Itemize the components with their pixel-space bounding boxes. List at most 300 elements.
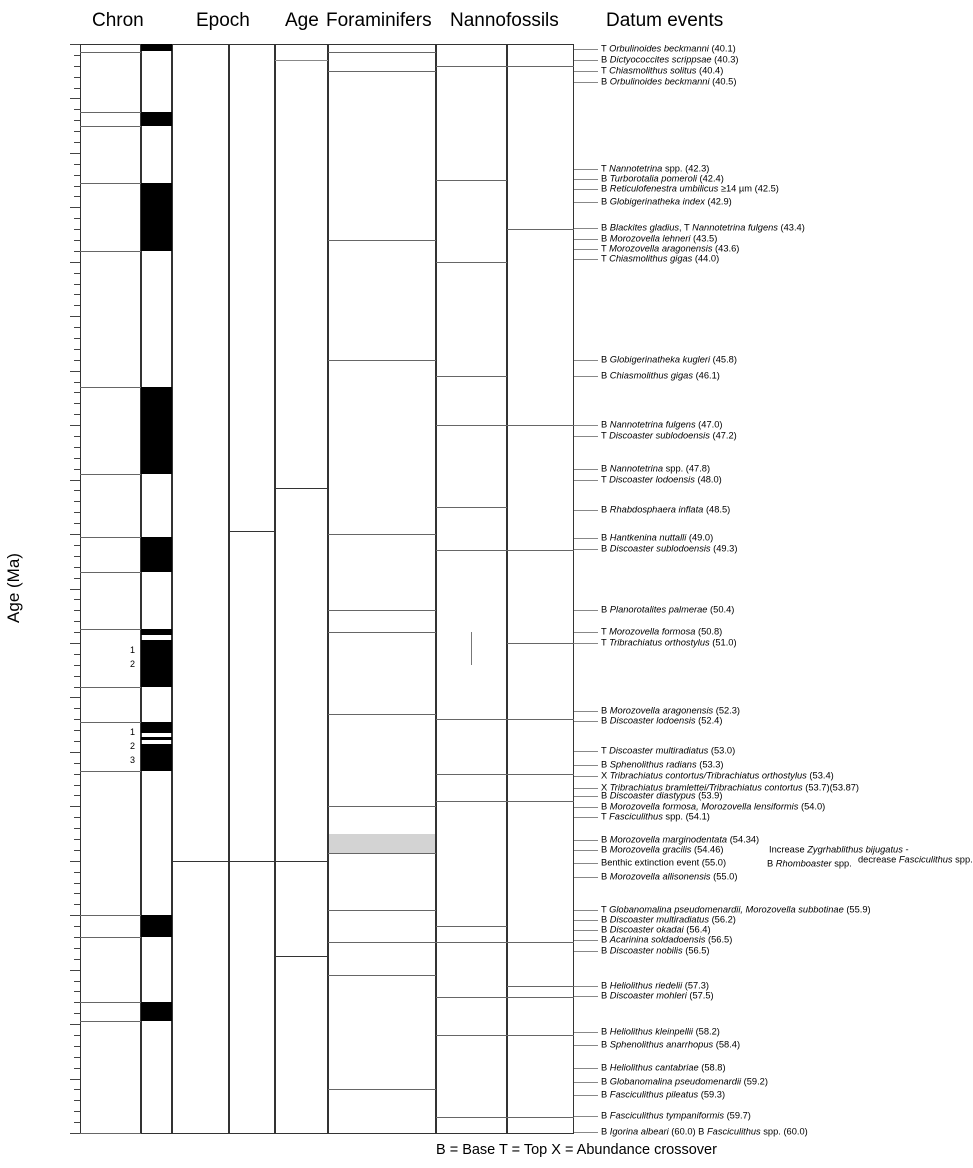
event-tick <box>574 796 598 797</box>
datum-event: B Heliolithus cantabriae (58.8) <box>601 1062 726 1073</box>
chron-subdivision-number: 2 <box>130 658 136 669</box>
major-tick <box>70 861 80 862</box>
cp-zone-boundary <box>436 66 507 67</box>
foram-boundary <box>328 610 436 611</box>
event-tick <box>574 538 598 539</box>
legend: B = Base T = Top X = Abundance crossover <box>436 1142 717 1158</box>
minor-tick <box>74 578 80 579</box>
minor-tick <box>74 229 80 230</box>
major-tick <box>70 98 80 99</box>
cp-zone-boundary <box>436 801 507 802</box>
minor-tick <box>74 1089 80 1090</box>
datum-event: T Discoaster multiradiatus (53.0) <box>601 745 736 756</box>
chron-header: Chron <box>92 10 144 31</box>
minor-tick <box>74 1035 80 1036</box>
y-axis-label: Age (Ma) <box>4 553 23 623</box>
chron-subdivision-number: 1 <box>130 727 136 738</box>
minor-tick <box>74 186 80 187</box>
minor-tick <box>74 196 80 197</box>
event-tick <box>574 71 598 72</box>
cp-zone-boundary <box>436 180 507 181</box>
datum-event: B Planorotalites palmerae (50.4) <box>601 604 735 615</box>
chron-boundary <box>80 572 141 573</box>
datum-event: B Igorina albeari (60.0) B Fasciculithus spp. (60.0) <box>601 1126 808 1137</box>
epoch-column <box>172 44 229 1134</box>
cp-column <box>436 44 507 1134</box>
cp-zone-boundary <box>436 719 507 720</box>
np-zone-boundary <box>507 997 574 998</box>
cp-zone-boundary <box>436 262 507 263</box>
datum-event: B Globanomalina pseudomenardii (59.2) <box>601 1076 768 1087</box>
major-tick <box>70 697 80 698</box>
np-zone-boundary <box>507 719 574 720</box>
foram-boundary <box>328 806 436 807</box>
datum-events-header: Datum events <box>606 10 724 31</box>
np-zone-boundary <box>507 425 574 426</box>
event-tick <box>574 1032 598 1033</box>
epoch-header: Epoch <box>196 10 250 31</box>
normal-polarity-block <box>141 640 172 686</box>
minor-tick <box>74 349 80 350</box>
minor-tick <box>74 490 80 491</box>
major-tick <box>70 153 80 154</box>
datum-event: B Fasciculithus pileatus (59.3) <box>601 1089 726 1100</box>
minor-tick <box>74 240 80 241</box>
minor-tick <box>74 1122 80 1123</box>
datum-event: B Nannotetrina fulgens (47.0) <box>601 419 723 430</box>
event-tick <box>574 940 598 941</box>
datum-event: B Orbulinoides beckmanni (40.5) <box>601 76 737 87</box>
minor-tick <box>74 1046 80 1047</box>
datum-event: T Morozovella aragonensis (43.6) <box>601 243 740 254</box>
datum-event: B Globigerinatheka index (42.9) <box>601 196 732 207</box>
event-tick <box>574 82 598 83</box>
event-tick <box>574 169 598 170</box>
major-tick <box>70 44 80 45</box>
nannofossils-header: Nannofossils <box>450 10 559 31</box>
datum-event: X Tribrachiatus bramlettei/Tribrachiatus contortus (53.7)(53.87) <box>601 782 860 793</box>
np-zone-boundary <box>507 643 574 644</box>
event-tick <box>574 1045 598 1046</box>
foram-boundary <box>328 714 436 715</box>
datum-event: B Morozovella gracilis (54.46) <box>601 844 724 855</box>
event-tick <box>574 189 598 190</box>
datum-event: B Discoaster mohleri (57.5) <box>601 990 714 1001</box>
age-header: Age <box>285 10 319 31</box>
major-tick <box>70 752 80 753</box>
event-tick <box>574 179 598 180</box>
minor-tick <box>74 403 80 404</box>
np-zone-boundary <box>507 1035 574 1036</box>
event-tick <box>574 788 598 789</box>
event-tick <box>574 376 598 377</box>
foram-boundary <box>328 1089 436 1090</box>
major-tick <box>70 915 80 916</box>
minor-tick <box>74 109 80 110</box>
major-tick <box>70 316 80 317</box>
major-tick <box>70 534 80 535</box>
chron-label-column <box>80 44 141 1134</box>
event-tick <box>574 920 598 921</box>
minor-tick <box>74 273 80 274</box>
major-tick <box>70 1024 80 1025</box>
np-zone-boundary <box>507 229 574 230</box>
cp-zone-boundary <box>436 507 507 508</box>
minor-tick <box>74 872 80 873</box>
minor-tick <box>74 621 80 622</box>
datum-event: Benthic extinction event (55.0) <box>601 857 727 868</box>
datum-event: B Morozovella allisonensis (55.0) <box>601 871 738 882</box>
minor-tick <box>74 360 80 361</box>
normal-polarity-block <box>141 183 172 251</box>
minor-tick <box>74 665 80 666</box>
major-tick <box>70 371 80 372</box>
event-tick <box>574 996 598 997</box>
datum-event: B Reticulofenestra umbilicus ≥14 µm (42.5) <box>601 183 779 194</box>
cp-zone-boundary <box>436 550 507 551</box>
subepoch-boundary <box>229 531 275 532</box>
datum-event: B Discoaster lodoensis (52.4) <box>601 715 723 726</box>
chron-boundary <box>80 126 141 127</box>
event-tick <box>574 751 598 752</box>
datum-event: T Chiasmolithus gigas (44.0) <box>601 253 720 264</box>
minor-tick <box>74 1057 80 1058</box>
np-zone-boundary <box>507 942 574 943</box>
normal-polarity-block <box>141 44 172 51</box>
foram-boundary <box>328 52 436 53</box>
event-tick <box>574 863 598 864</box>
minor-tick <box>74 654 80 655</box>
datum-event: B Heliolithus riedelii (57.3) <box>601 980 710 991</box>
minor-tick <box>74 327 80 328</box>
minor-tick <box>74 763 80 764</box>
major-tick <box>70 425 80 426</box>
datum-event: B Discoaster sublodoensis (49.3) <box>601 543 738 554</box>
datum-event: B Fasciculithus tympaniformis (59.7) <box>601 1109 751 1120</box>
datum-event: B Acarinina soldadoensis (56.5) <box>601 934 733 945</box>
chron-boundary <box>80 474 141 475</box>
datum-event: B Dictyococcites scrippsae (40.3) <box>601 54 739 65</box>
datum-event: T Orbulinoides beckmanni (40.1) <box>601 43 736 54</box>
cp-zone-boundary <box>436 376 507 377</box>
datum-event: T Tribrachiatus orthostylus (51.0) <box>601 637 737 648</box>
chron-boundary <box>80 183 141 184</box>
minor-tick <box>74 501 80 502</box>
major-tick <box>70 970 80 971</box>
minor-tick <box>74 785 80 786</box>
epoch-boundary <box>172 861 229 862</box>
minor-tick <box>74 382 80 383</box>
minor-tick <box>74 164 80 165</box>
foram-column <box>328 44 436 1134</box>
foram-boundary <box>328 240 436 241</box>
event-tick <box>574 877 598 878</box>
stage-boundary <box>275 488 328 489</box>
minor-tick <box>74 77 80 78</box>
chron-boundary <box>80 112 141 113</box>
minor-tick <box>74 175 80 176</box>
minor-tick <box>74 545 80 546</box>
minor-tick <box>74 88 80 89</box>
np-zone-boundary <box>507 1117 574 1118</box>
datum-event: B Morozovella marginodentata (54.34) <box>601 834 760 845</box>
datum-event: B Discoaster nobilis (56.5) <box>601 945 710 956</box>
minor-tick <box>74 512 80 513</box>
event-tick <box>574 1095 598 1096</box>
event-tick <box>574 711 598 712</box>
chron-boundary <box>80 1002 141 1003</box>
datum-event: T Morozovella formosa (50.8) <box>601 626 723 637</box>
event-tick <box>574 930 598 931</box>
chron-boundary <box>80 629 141 630</box>
event-tick <box>574 360 598 361</box>
event-tick <box>574 480 598 481</box>
foram-boundary <box>328 632 436 633</box>
minor-tick <box>74 142 80 143</box>
minor-tick <box>74 120 80 121</box>
minor-tick <box>74 66 80 67</box>
minor-tick <box>74 284 80 285</box>
cp-zone-boundary <box>436 942 507 943</box>
np-column <box>507 44 574 1134</box>
datum-event: X Tribrachiatus contortus/Tribrachiatus orthostylus (53.4) <box>601 770 834 781</box>
event-tick <box>574 776 598 777</box>
event-tick <box>574 817 598 818</box>
foram-gap-gray <box>329 834 435 853</box>
datum-event: B Rhabdosphaera inflata (48.5) <box>601 503 731 514</box>
cp-zone-boundary <box>436 997 507 998</box>
minor-tick <box>74 218 80 219</box>
event-tick <box>574 632 598 633</box>
chron-boundary <box>80 537 141 538</box>
np-zone-boundary <box>507 774 574 775</box>
foram-boundary <box>328 942 436 943</box>
minor-tick <box>74 828 80 829</box>
foraminifers-header: Foraminifers <box>326 10 432 31</box>
chron-subdivision-number: 1 <box>130 644 136 655</box>
event-tick <box>574 249 598 250</box>
minor-tick <box>74 1111 80 1112</box>
event-tick <box>574 259 598 260</box>
event-tick <box>574 1116 598 1117</box>
stage-boundary <box>275 861 328 862</box>
minor-tick <box>74 338 80 339</box>
major-tick <box>70 643 80 644</box>
normal-polarity-block <box>141 915 172 937</box>
major-tick <box>70 806 80 807</box>
minor-tick <box>74 795 80 796</box>
event-tick <box>574 850 598 851</box>
event-tick <box>574 239 598 240</box>
major-tick <box>70 207 80 208</box>
decrease-event: decrease Fasciculithus spp. <box>858 854 973 865</box>
minor-tick <box>74 1013 80 1014</box>
cp-zone-boundary <box>436 774 507 775</box>
minor-tick <box>74 730 80 731</box>
minor-tick <box>74 926 80 927</box>
major-tick <box>70 589 80 590</box>
event-tick <box>574 510 598 511</box>
minor-tick <box>74 817 80 818</box>
event-tick <box>574 469 598 470</box>
minor-tick <box>74 599 80 600</box>
datum-event: T Globanomalina pseudomenardii, Morozovella subbotinae (55.9) <box>601 904 871 915</box>
datum-event: B Discoaster multiradiatus (56.2) <box>601 913 736 924</box>
minor-tick <box>74 458 80 459</box>
minor-tick <box>74 741 80 742</box>
major-tick <box>70 262 80 263</box>
datum-event: T Nannotetrina spp. (42.3) <box>601 163 710 174</box>
event-tick <box>574 840 598 841</box>
minor-tick <box>74 632 80 633</box>
major-tick <box>70 480 80 481</box>
chron-boundary <box>80 1133 141 1134</box>
minor-tick <box>74 1068 80 1069</box>
datum-event: B Nannotetrina spp. (47.8) <box>601 463 711 474</box>
datum-event: T Chiasmolithus solitus (40.4) <box>601 65 724 76</box>
normal-polarity-block <box>141 1002 172 1021</box>
cp-zone-boundary <box>436 1117 507 1118</box>
foram-boundary <box>328 975 436 976</box>
datum-event: T Fasciculithus spp. (54.1) <box>601 811 710 822</box>
datum-event: B Sphenolithus radians (53.3) <box>601 759 724 770</box>
event-tick <box>574 549 598 550</box>
event-tick <box>574 721 598 722</box>
datum-event: T Discoaster sublodoensis (47.2) <box>601 430 737 441</box>
event-tick <box>574 60 598 61</box>
datum-event: T Discoaster lodoensis (48.0) <box>601 473 722 484</box>
minor-tick <box>74 1100 80 1101</box>
minor-tick <box>74 55 80 56</box>
datum-event: B Morozovella formosa, Morozovella lensiformis (54.0) <box>601 801 826 812</box>
minor-tick <box>74 904 80 905</box>
normal-polarity-block <box>141 744 172 771</box>
chron-subdivision-number: 3 <box>130 755 136 766</box>
event-tick <box>574 228 598 229</box>
normal-polarity-block <box>141 737 172 740</box>
minor-tick <box>74 567 80 568</box>
event-tick <box>574 643 598 644</box>
foram-boundary <box>328 534 436 535</box>
normal-polarity-block <box>141 629 172 634</box>
normal-polarity-block <box>141 387 172 474</box>
datum-event: B Morozovella aragonensis (52.3) <box>601 705 741 716</box>
subepoch-boundary <box>229 861 275 862</box>
minor-tick <box>74 556 80 557</box>
datum-event: B Globigerinatheka kugleri (45.8) <box>601 354 737 365</box>
minor-tick <box>74 959 80 960</box>
major-tick <box>70 1133 80 1134</box>
foram-boundary <box>328 71 436 72</box>
chron-boundary <box>80 937 141 938</box>
datum-event: B Morozovella lehneri (43.5) <box>601 233 718 244</box>
minor-tick <box>74 436 80 437</box>
minor-tick <box>74 610 80 611</box>
minor-tick <box>74 948 80 949</box>
np-zone-boundary <box>507 66 574 67</box>
normal-polarity-block <box>141 722 172 733</box>
minor-tick <box>74 676 80 677</box>
chron-boundary <box>80 387 141 388</box>
chron-boundary <box>80 771 141 772</box>
normal-polarity-block <box>141 112 172 126</box>
datum-event: B Hantkenina nuttalli (49.0) <box>601 532 714 543</box>
datum-event: B Heliolithus kleinpellii (58.2) <box>601 1026 720 1037</box>
stage-boundary <box>275 60 328 61</box>
event-tick <box>574 425 598 426</box>
increase-event: Increase Zygrhablithus bijugatus - <box>769 844 909 855</box>
minor-tick <box>74 708 80 709</box>
event-tick <box>574 610 598 611</box>
minor-tick <box>74 774 80 775</box>
datum-event: B Chiasmolithus gigas (46.1) <box>601 370 720 381</box>
chron-boundary <box>80 52 141 53</box>
minor-tick <box>74 294 80 295</box>
event-tick <box>574 202 598 203</box>
minor-tick <box>74 991 80 992</box>
datum-event: B Discoaster okadai (56.4) <box>601 924 711 935</box>
cp-zone-boundary <box>436 425 507 426</box>
datum-event: B Blackites gladius, T Nannotetrina fulgens (43.4) <box>601 222 805 233</box>
event-tick <box>574 807 598 808</box>
foram-boundary <box>328 853 436 854</box>
cp-zone-boundary <box>436 926 507 927</box>
np-zone-boundary <box>507 550 574 551</box>
minor-tick <box>74 850 80 851</box>
foram-boundary <box>328 360 436 361</box>
minor-tick <box>74 131 80 132</box>
minor-tick <box>74 392 80 393</box>
minor-tick <box>74 414 80 415</box>
minor-tick <box>74 883 80 884</box>
event-tick <box>574 436 598 437</box>
foram-boundary <box>328 910 436 911</box>
stage-boundary <box>275 956 328 957</box>
chron-boundary <box>80 915 141 916</box>
np-zone-boundary <box>507 801 574 802</box>
event-tick <box>574 951 598 952</box>
minor-tick <box>74 893 80 894</box>
event-tick <box>574 986 598 987</box>
cp-zone-connector <box>471 632 472 665</box>
event-tick <box>574 765 598 766</box>
minor-tick <box>74 305 80 306</box>
cp-zone-boundary <box>436 1035 507 1036</box>
minor-tick <box>74 719 80 720</box>
minor-tick <box>74 523 80 524</box>
event-tick <box>574 1068 598 1069</box>
event-tick <box>574 910 598 911</box>
minor-tick <box>74 981 80 982</box>
datum-event: B Turborotalia pomeroli (42.4) <box>601 173 724 184</box>
chron-boundary <box>80 687 141 688</box>
normal-polarity-block <box>141 537 172 572</box>
chron-boundary <box>80 251 141 252</box>
chron-subdivision-number: 2 <box>130 741 136 752</box>
major-tick <box>70 1079 80 1080</box>
event-tick <box>574 49 598 50</box>
datum-event: B Discoaster diastypus (53.9) <box>601 790 723 801</box>
chron-boundary <box>80 722 141 723</box>
minor-tick <box>74 839 80 840</box>
event-tick <box>574 1082 598 1083</box>
event-tick <box>574 1132 598 1133</box>
subepoch-column <box>229 44 275 1134</box>
rhomboaster-event: B Rhomboaster spp. <box>767 858 852 869</box>
minor-tick <box>74 469 80 470</box>
minor-tick <box>74 447 80 448</box>
stage-column <box>275 44 328 1134</box>
